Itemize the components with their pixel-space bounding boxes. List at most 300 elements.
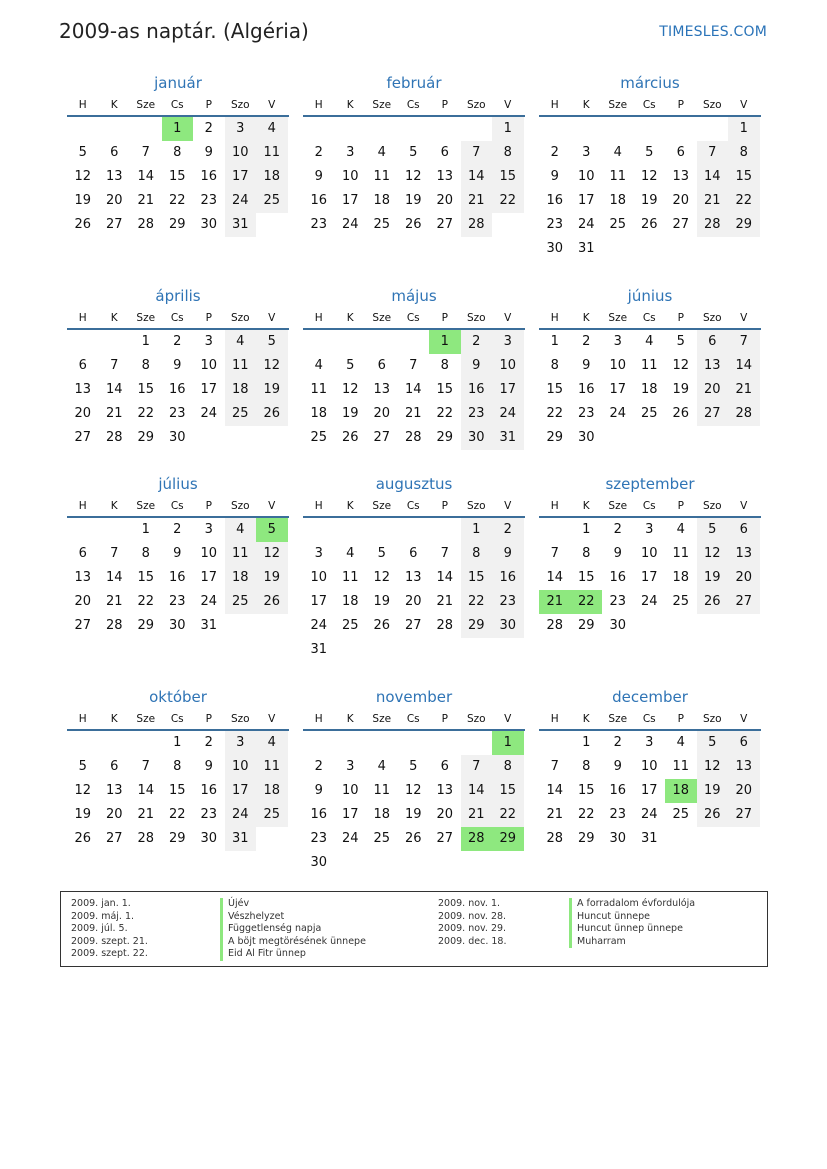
day-cell: 24 [200,594,218,609]
weekday-label: V [740,500,748,512]
day-cell: 30 [168,618,186,633]
day-cell: 17 [640,570,658,585]
day-cell: 13 [105,169,123,184]
day-cell: 10 [225,755,257,779]
day-cell: 13 [728,542,760,566]
day-cell: 18 [225,566,257,590]
day-cell: 7 [461,141,493,165]
weekday-label: Szo [230,713,250,725]
day-cell: 9 [550,169,559,184]
day-cell: 16 [200,783,218,798]
day-cell: 10 [225,141,257,165]
day-cell: 22 [546,406,564,421]
day-cell: 15 [492,165,524,189]
weekday-header [539,307,761,330]
day-cell: 4 [645,334,654,349]
weekday-label: Szo [466,312,486,324]
weekday-label: K [346,500,354,512]
day-cell: 4 [676,735,685,750]
empty-cell [461,117,493,141]
weekday-label: V [740,312,748,324]
day-cell: 8 [492,141,524,165]
day-cell: 7 [550,759,559,774]
month-6 [539,286,761,450]
day-cell: 10 [341,783,359,798]
month-5 [303,286,525,450]
day-cell: 20 [74,594,92,609]
day-cell: 30 [492,614,524,638]
day-cell: 8 [461,542,493,566]
day-cell: 20 [728,566,760,590]
day-cell: 22 [436,406,454,421]
day-cell: 20 [436,807,454,822]
weekday-label: K [110,500,118,512]
weekday-label: Cs [170,312,184,324]
weekday-label: Cs [170,500,184,512]
weekday-label: K [346,312,354,324]
empty-cell [398,330,430,354]
empty-cell [335,518,367,542]
day-cell: 24 [200,406,218,421]
day-cell: 6 [728,518,760,542]
day-cell: 12 [404,783,422,798]
day-cell: 3 [645,522,654,537]
day-cell: 22 [461,590,493,614]
weekday-label: V [268,312,276,324]
day-cell: 16 [310,193,328,208]
day-cell: 11 [225,542,257,566]
weekday-label: H [78,713,87,725]
day-cell: 22 [137,406,155,421]
day-cell: 23 [609,594,627,609]
day-cell: 16 [168,570,186,585]
weekday-label: Sze [608,500,628,512]
day-cell: 28 [404,430,422,445]
day-cell: 30 [609,831,627,846]
day-cell: 12 [74,783,92,798]
weekday-header [539,708,761,731]
day-cell: 20 [404,594,422,609]
day-cell: 12 [373,570,391,585]
month-name: november [375,688,453,706]
day-cell: 7 [141,759,150,774]
weekday-label: Cs [642,713,656,725]
weekday-label: Sze [136,500,156,512]
day-cell: 29 [577,618,595,633]
month-name: május [391,287,437,305]
weekday-label: Szo [702,500,722,512]
legend-date: 2009. szept. 22. [71,948,148,960]
day-cell: 19 [672,382,690,397]
day-cell: 20 [697,378,729,402]
day-grid [303,117,525,237]
month-name: szeptember [605,475,695,493]
day-cell: 15 [461,566,493,590]
day-cell: 29 [577,831,595,846]
holiday-day: 5 [256,518,288,542]
weekday-label: Szo [230,500,250,512]
legend-dates-col-2 [438,898,506,948]
day-cell: 13 [436,169,454,184]
day-cell: 21 [105,594,123,609]
day-cell: 27 [436,217,454,232]
weekday-label: P [205,99,212,111]
day-cell: 17 [341,807,359,822]
day-cell: 28 [105,618,123,633]
day-cell: 14 [546,570,564,585]
weekday-label: Cs [406,500,420,512]
day-cell: 22 [137,594,155,609]
day-cell: 7 [110,546,119,561]
day-cell: 26 [640,217,658,232]
day-cell: 8 [173,145,182,160]
legend-holiday-name: Vészhelyzet [220,911,366,924]
day-cell: 2 [173,522,182,537]
day-cell: 22 [492,189,524,213]
day-cell: 30 [609,618,627,633]
weekday-label: Sze [608,713,628,725]
day-cell: 10 [310,570,328,585]
weekday-label: Sze [136,713,156,725]
month-name: június [627,287,673,305]
weekday-label: H [314,500,323,512]
day-cell: 12 [341,382,359,397]
weekday-label: P [677,500,684,512]
day-cell: 3 [225,731,257,755]
day-cell: 15 [492,779,524,803]
day-cell: 10 [640,759,658,774]
day-cell: 26 [74,217,92,232]
day-cell: 23 [609,807,627,822]
weekday-label: H [314,312,323,324]
day-cell: 9 [461,354,493,378]
day-cell: 17 [577,193,595,208]
day-cell: 21 [697,189,729,213]
day-cell: 19 [341,406,359,421]
day-cell: 25 [225,590,257,614]
day-cell: 6 [110,759,119,774]
day-cell: 10 [492,354,524,378]
day-cell: 13 [697,354,729,378]
empty-cell [303,731,335,755]
day-cell: 22 [168,193,186,208]
legend-date: 2009. szept. 21. [71,935,148,947]
day-cell: 2 [582,334,591,349]
day-cell: 27 [373,430,391,445]
day-cell: 6 [676,145,685,160]
day-cell: 7 [440,546,449,561]
empty-cell [130,731,162,755]
weekday-label: H [550,713,559,725]
day-cell: 9 [582,358,591,373]
day-cell: 25 [373,831,391,846]
day-cell: 13 [74,570,92,585]
day-cell: 7 [110,358,119,373]
day-cell: 9 [314,783,323,798]
weekday-label: P [441,500,448,512]
weekday-label: P [205,312,212,324]
weekday-header [67,307,289,330]
day-cell: 14 [436,570,454,585]
day-cell: 8 [440,358,449,373]
day-cell: 3 [492,330,524,354]
day-cell: 3 [204,334,213,349]
month-name: március [620,74,680,92]
day-cell: 14 [461,165,493,189]
empty-cell [429,518,461,542]
day-cell: 29 [546,430,564,445]
holiday-day: 1 [429,330,461,354]
day-cell: 20 [436,193,454,208]
day-cell: 26 [672,406,690,421]
day-cell: 20 [672,193,690,208]
day-cell: 28 [436,618,454,633]
weekday-label: Sze [372,713,392,725]
empty-cell [303,330,335,354]
day-cell: 25 [640,406,658,421]
day-cell: 31 [200,618,218,633]
legend-date: 2009. dec. 18. [438,935,507,947]
day-cell: 4 [377,759,386,774]
weekday-label: K [110,312,118,324]
weekday-header [67,708,289,731]
holiday-day: 21 [539,590,571,614]
day-cell: 2 [204,121,213,136]
day-cell: 8 [582,546,591,561]
weekday-label: H [550,500,559,512]
day-cell: 14 [105,570,123,585]
weekday-label: Cs [406,99,420,111]
legend-date: 2009. júl. 5. [71,923,128,935]
day-cell: 19 [256,566,288,590]
weekday-label: Szo [702,99,722,111]
legend-holiday-name: A forradalom évfordulója [569,898,695,911]
day-cell: 24 [492,402,524,426]
day-cell: 16 [310,807,328,822]
weekday-label: H [78,312,87,324]
day-grid [539,117,761,261]
day-cell: 24 [609,406,627,421]
day-grid [67,731,289,851]
holiday-day: 29 [492,827,524,851]
weekday-label: V [504,500,512,512]
day-cell: 5 [346,358,355,373]
day-cell: 5 [78,145,87,160]
legend-dates-col-1 [71,898,148,961]
day-cell: 25 [341,618,359,633]
day-cell: 4 [256,117,288,141]
day-cell: 18 [256,165,288,189]
day-cell: 6 [728,731,760,755]
day-cell: 8 [141,546,150,561]
day-cell: 26 [74,831,92,846]
day-grid [539,518,761,638]
month-8 [303,474,525,662]
weekday-label: Szo [702,713,722,725]
day-cell: 5 [697,518,729,542]
day-cell: 22 [577,807,595,822]
day-cell: 4 [377,145,386,160]
weekday-label: K [582,500,590,512]
day-cell: 21 [461,803,493,827]
holiday-day: 1 [492,731,524,755]
day-cell: 12 [404,169,422,184]
day-cell: 13 [436,783,454,798]
weekday-label: Szo [466,500,486,512]
empty-cell [67,117,99,141]
day-cell: 12 [697,542,729,566]
day-cell: 24 [577,217,595,232]
empty-cell [99,330,131,354]
day-cell: 18 [256,779,288,803]
weekday-label: K [110,713,118,725]
day-cell: 8 [173,759,182,774]
day-cell: 15 [436,382,454,397]
weekday-label: K [582,99,590,111]
weekday-label: K [346,713,354,725]
day-cell: 9 [492,542,524,566]
weekday-label: V [268,500,276,512]
day-cell: 17 [310,594,328,609]
weekday-header [67,94,289,117]
month-name: január [154,74,202,92]
day-cell: 4 [346,546,355,561]
empty-cell [67,330,99,354]
day-cell: 24 [225,803,257,827]
weekday-label: Sze [608,312,628,324]
month-7 [67,474,289,638]
weekday-label: Cs [170,99,184,111]
weekday-label: P [205,713,212,725]
empty-cell [665,117,697,141]
day-cell: 14 [137,783,155,798]
day-grid [303,518,525,662]
legend-date: 2009. nov. 1. [438,898,501,909]
day-cell: 3 [346,145,355,160]
legend-date: 2009. jan. 1. [71,898,131,909]
day-cell: 17 [492,378,524,402]
day-cell: 17 [225,779,257,803]
weekday-label: Cs [406,312,420,324]
day-cell: 28 [137,217,155,232]
day-cell: 27 [728,590,760,614]
day-cell: 16 [609,570,627,585]
day-cell: 19 [697,566,729,590]
day-cell: 18 [373,193,391,208]
day-cell: 21 [461,189,493,213]
day-grid [67,330,289,450]
day-cell: 26 [373,618,391,633]
day-cell: 8 [141,358,150,373]
holiday-day: 28 [461,827,493,851]
holiday-day: 22 [571,590,603,614]
day-cell: 9 [173,546,182,561]
day-cell: 5 [697,731,729,755]
empty-cell [429,117,461,141]
day-cell: 13 [74,382,92,397]
day-cell: 14 [404,382,422,397]
day-cell: 24 [225,189,257,213]
day-cell: 19 [373,594,391,609]
weekday-label: V [504,312,512,324]
day-cell: 2 [492,518,524,542]
day-cell: 12 [256,354,288,378]
day-cell: 4 [314,358,323,373]
brand-link[interactable]: TIMESLES.COM [659,24,767,40]
day-cell: 5 [409,759,418,774]
day-grid [303,330,525,450]
empty-cell [67,731,99,755]
day-cell: 7 [461,755,493,779]
day-cell: 6 [440,145,449,160]
month-9 [539,474,761,638]
day-cell: 3 [645,735,654,750]
day-cell: 26 [697,590,729,614]
day-cell: 17 [640,783,658,798]
day-cell: 1 [141,522,150,537]
month-4 [67,286,289,450]
legend-date: 2009. máj. 1. [71,910,135,922]
legend-holiday-name: Újév [220,898,366,911]
day-cell: 26 [256,590,288,614]
day-cell: 11 [310,382,328,397]
empty-cell [398,731,430,755]
empty-cell [99,731,131,755]
empty-cell [602,117,634,141]
weekday-label: P [441,99,448,111]
day-cell: 4 [225,518,257,542]
month-name: július [158,475,198,493]
weekday-label: Sze [136,312,156,324]
day-cell: 10 [609,358,627,373]
day-cell: 26 [404,831,422,846]
day-cell: 13 [728,755,760,779]
empty-cell [366,117,398,141]
weekday-label: V [268,713,276,725]
day-cell: 27 [436,831,454,846]
day-cell: 8 [582,759,591,774]
day-grid [539,731,761,851]
day-cell: 19 [256,378,288,402]
day-cell: 6 [697,330,729,354]
day-cell: 20 [728,779,760,803]
weekday-label: P [677,713,684,725]
empty-cell [130,117,162,141]
empty-cell [335,117,367,141]
day-cell: 1 [173,735,182,750]
legend-names-col-2 [569,898,695,948]
day-cell: 27 [74,430,92,445]
day-cell: 15 [577,570,595,585]
empty-cell [303,518,335,542]
day-cell: 18 [225,378,257,402]
day-cell: 11 [225,354,257,378]
day-cell: 29 [168,831,186,846]
month-name: február [386,74,442,92]
weekday-label: K [110,99,118,111]
day-cell: 19 [74,193,92,208]
day-cell: 12 [256,542,288,566]
holiday-legend [60,891,768,967]
day-cell: 6 [78,546,87,561]
day-cell: 16 [577,382,595,397]
day-cell: 15 [728,165,760,189]
day-cell: 26 [404,217,422,232]
day-cell: 21 [105,406,123,421]
day-cell: 27 [105,217,123,232]
day-cell: 6 [440,759,449,774]
weekday-label: Sze [372,312,392,324]
